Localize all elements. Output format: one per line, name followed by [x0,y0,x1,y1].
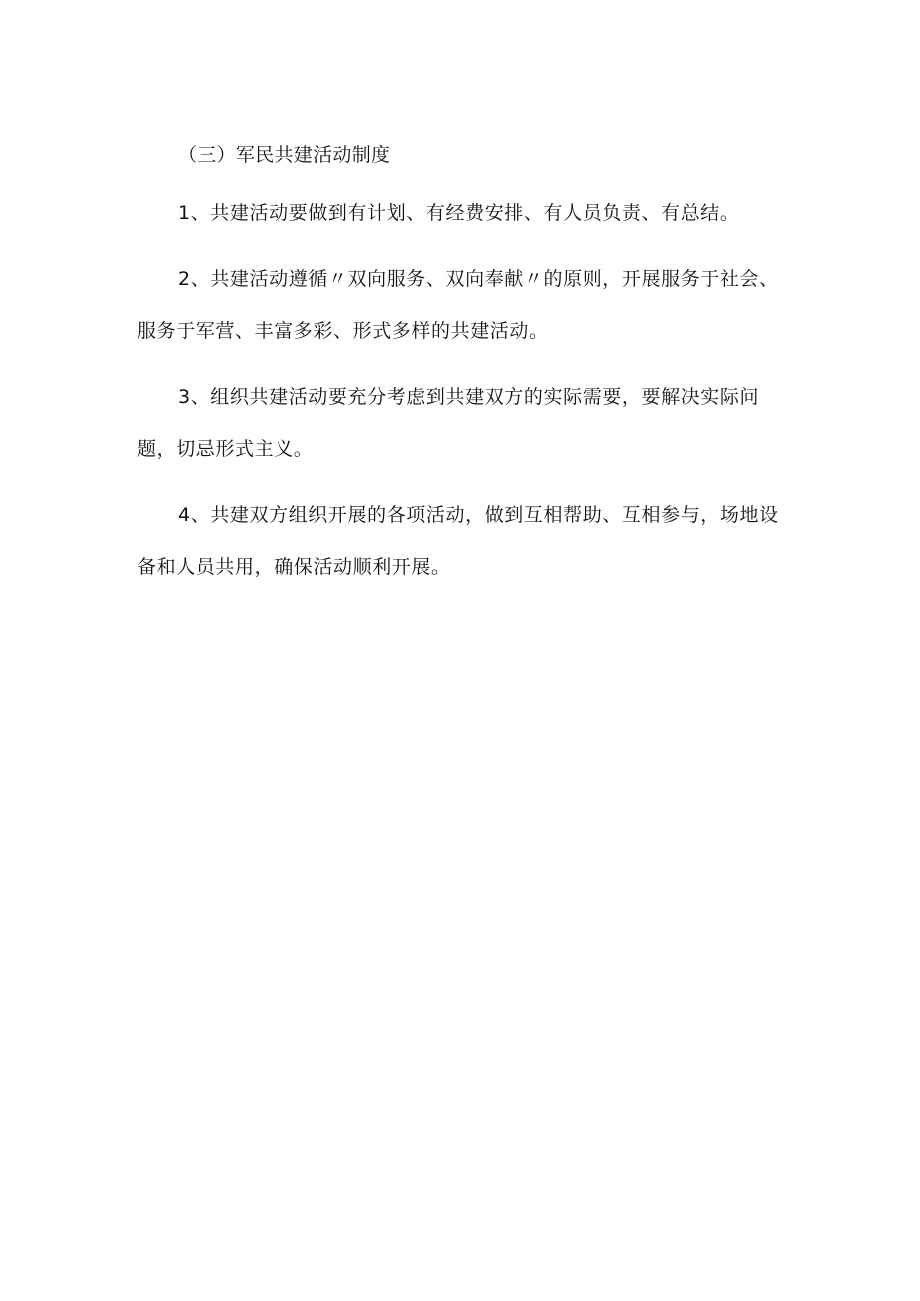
paragraph-4: 4、共建双方组织开展的各项活动，做到互相帮助、互相参与，场地设备和人员共用，确保活动顺利开展。 [137,504,779,578]
paragraph-3: 3、组织共建活动要充分考虑到共建双方的实际需要，要解决实际问题，切忌形式主义。 [137,386,760,460]
section-heading: （三）军民共建活动制度 [178,144,391,166]
paragraph-1: 1、共建活动要做到有计划、有经费安排、有人员负责、有总结。 [178,202,740,224]
document-body [137,133,792,593]
paragraph-2: 2、共建活动遵循〃双向服务、双向奉献〃的原则，开展服务于社会、服务于军营、丰富多彩、形式多样的共建活动。 [137,268,779,342]
